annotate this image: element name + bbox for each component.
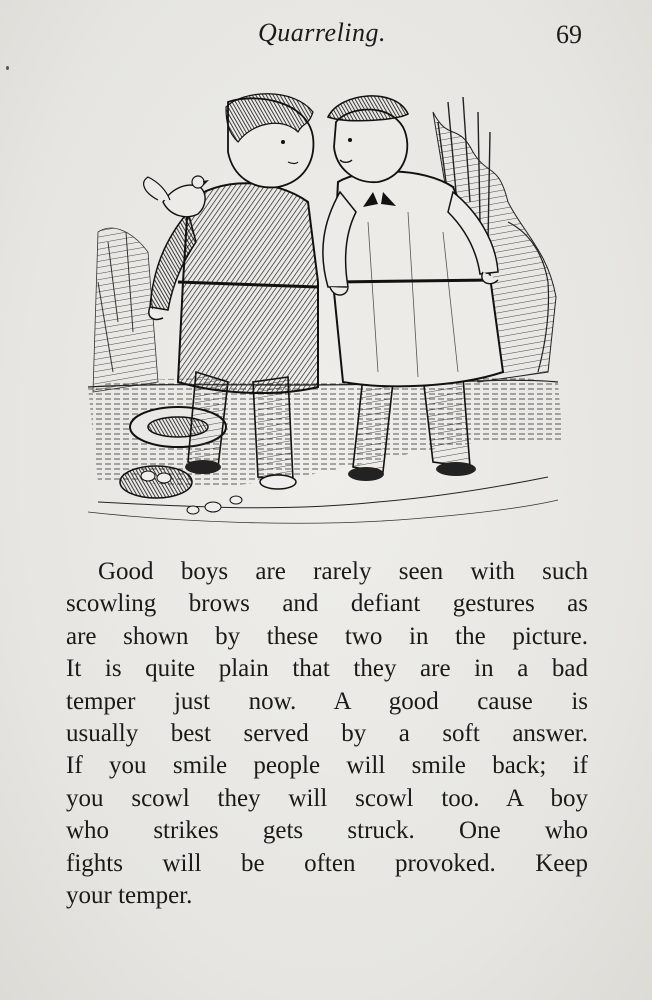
text-line: fights will be often provoked. Keep (66, 849, 588, 877)
running-title: Quarreling. (258, 18, 387, 47)
page-number: 69 (556, 20, 582, 49)
engraving-illustration (78, 82, 568, 532)
text-line: who strikes gets struck. One who (66, 817, 588, 845)
paper-speck (6, 66, 9, 70)
body-paragraph (66, 556, 588, 912)
text-line: temper just now. A good cause is (66, 687, 588, 715)
foliage-left (93, 228, 158, 392)
text-line: you scowl they will scowl too. A boy (66, 784, 588, 812)
running-head (0, 18, 652, 58)
text-line: It is quite plain that they are in a bad (66, 655, 588, 683)
text-line: usually best served by a soft answer. (66, 719, 588, 747)
text-line: Good boys are rarely seen with such (98, 558, 588, 585)
text-line: If you smile people will smile back; if (66, 752, 588, 780)
text-line: are shown by these two in the picture. (66, 622, 588, 650)
text-line: scowling brows and defiant gestures as (66, 590, 588, 618)
text-line: your temper. (66, 881, 193, 909)
